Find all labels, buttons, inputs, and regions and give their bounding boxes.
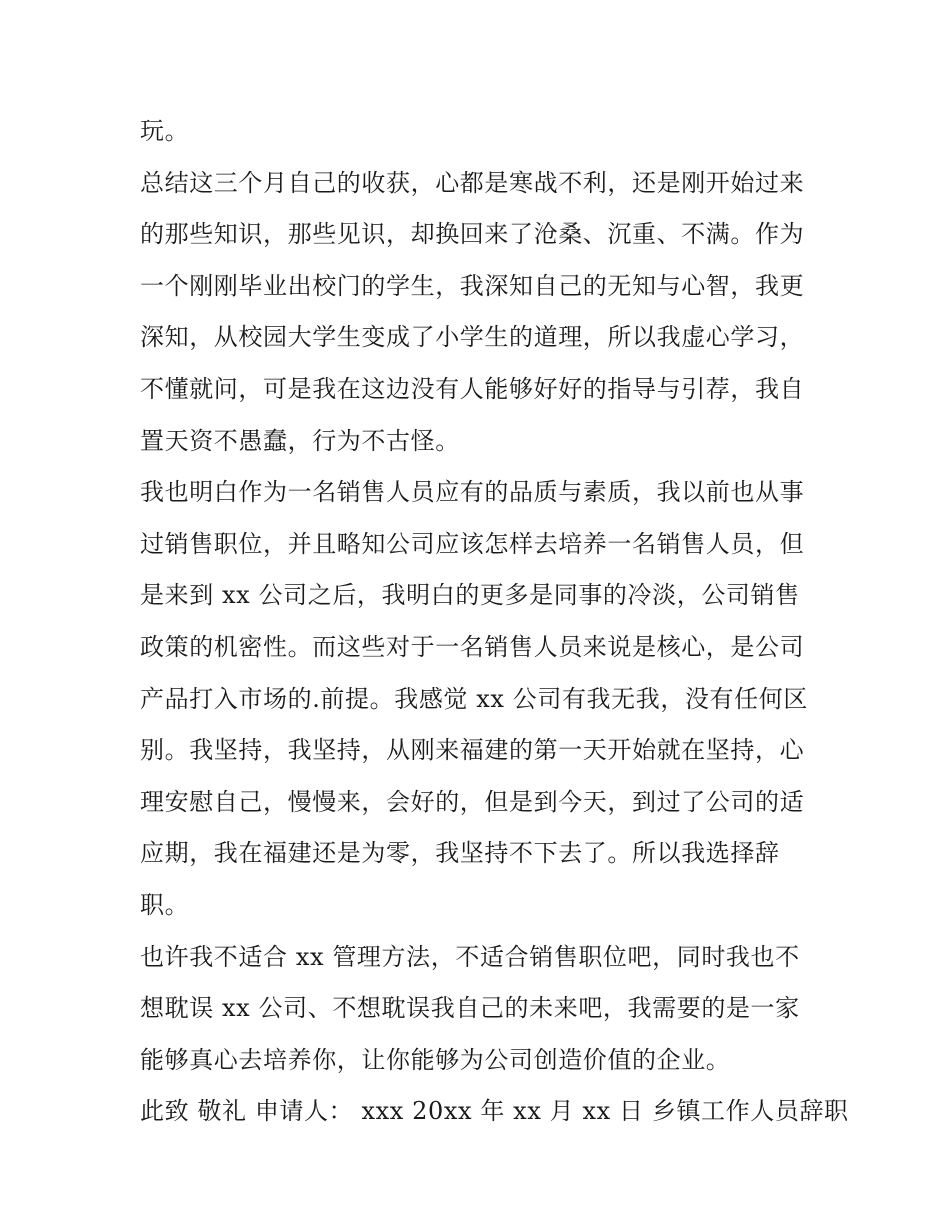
text-line: 也许我不适合 xx 管理方法，不适合销售职位吧，同时我也不 [140, 942, 800, 971]
text-line: 总结这三个月自己的收获，心都是寒战不利，还是刚开始过来 [140, 168, 805, 197]
text-line: 此致 敬礼 申请人： xxx 20xx 年 xx 月 xx 日 乡镇工作人员辞职 [140, 1097, 849, 1126]
text-line: 能够真心去培养你，让你能够为公司创造价值的企业。 [140, 1045, 731, 1074]
text-line: 理安慰自己，慢慢来，会好的，但是到今天，到过了公司的适 [140, 787, 805, 816]
text-line: 深知，从校园大学生变成了小学生的道理，所以我虚心学习， [140, 323, 805, 352]
text-line: 职。 [140, 890, 190, 919]
text-line: 应期，我在福建还是为零，我坚持不下去了。所以我选择辞 [140, 839, 780, 868]
text-line: 政策的机密性。而这些对于一名销售人员来说是核心，是公司 [140, 632, 805, 661]
text-line: 产品打入市场的.前提。我感觉 xx 公司有我无我，没有任何区 [140, 684, 808, 713]
text-line: 过销售职位，并且略知公司应该怎样去培养一名销售人员，但 [140, 529, 805, 558]
text-line: 是来到 xx 公司之后，我明白的更多是同事的冷淡，公司销售 [140, 581, 800, 610]
text-line: 的那些知识，那些见识，却换回来了沧桑、沉重、不满。作为 [140, 220, 805, 249]
text-line: 我也明白作为一名销售人员应有的品质与素质，我以前也从事 [140, 478, 805, 507]
document-body [140, 106, 849, 1138]
text-line: 不懂就问，可是我在这边没有人能够好好的指导与引荐，我自 [140, 374, 805, 403]
text-line: 置天资不愚蠢，行为不古怪。 [140, 426, 460, 455]
text-line: 别。我坚持，我坚持，从刚来福建的第一天开始就在坚持，心 [140, 736, 805, 765]
text-line: 玩。 [140, 117, 190, 145]
text-line: 一个刚刚毕业出校门的学生，我深知自己的无知与心智，我更 [140, 271, 805, 300]
text-line: 想耽误 xx 公司、不想耽误我自己的未来吧，我需要的是一家 [140, 994, 800, 1023]
